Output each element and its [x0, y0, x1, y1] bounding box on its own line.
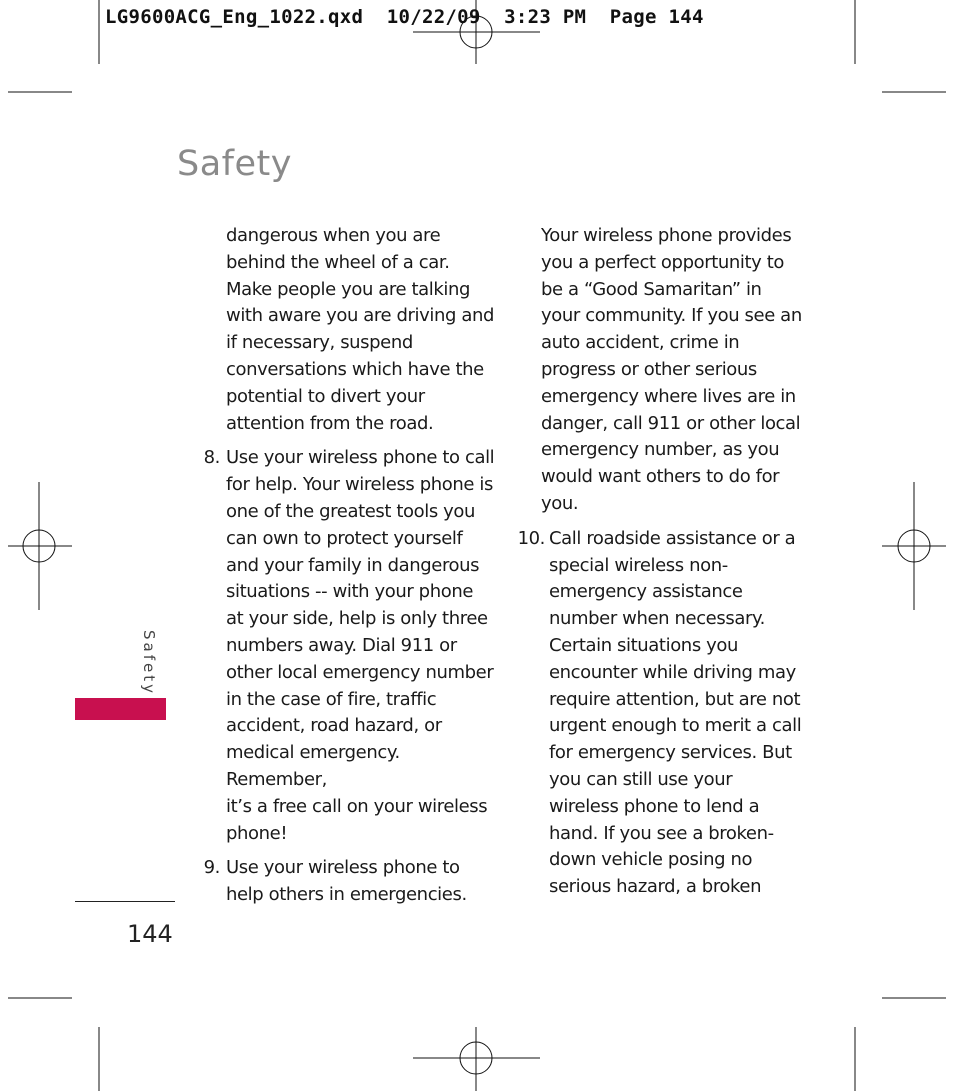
- text-line: for help. Your wireless phone is: [226, 474, 493, 496]
- text-line: emergency number, as you: [541, 439, 780, 461]
- text-line: Call roadside assistance or a: [549, 527, 796, 549]
- page-number: 144: [127, 920, 173, 948]
- text-line: medical emergency. Remember,: [226, 742, 400, 790]
- text-line: Use your wireless phone to: [226, 857, 460, 879]
- text-line: special wireless non-: [549, 554, 728, 576]
- list-item-8: [203, 445, 496, 847]
- text-line: Make people you are talking: [226, 278, 471, 300]
- text-line: emergency where lives are in: [541, 385, 796, 407]
- text-line: behind the wheel of a car.: [226, 251, 450, 273]
- text-line: at your side, help is only three: [226, 608, 488, 630]
- text-line: Your wireless phone provides: [541, 225, 792, 246]
- text-line: you.: [541, 492, 579, 514]
- left-continued-paragraph: [226, 223, 496, 437]
- side-tab-label: Safety: [140, 630, 158, 696]
- text-line: numbers away. Dial 911 or: [226, 634, 457, 656]
- text-line: it’s a free call on your wireless: [226, 795, 488, 817]
- text-line: attention from the road.: [226, 412, 434, 434]
- text-line: phone!: [226, 822, 288, 844]
- text-line: help others in emergencies.: [226, 884, 467, 906]
- text-line: with aware you are driving and: [226, 305, 495, 327]
- text-line: your community. If you see an: [541, 305, 802, 327]
- text-line: Use your wireless phone to call: [226, 447, 495, 469]
- right-continued-paragraph: [541, 223, 806, 518]
- text-line: conversations which have the: [226, 358, 484, 380]
- text-line: would want others to do for: [541, 466, 780, 488]
- text-line: encounter while driving may: [549, 661, 796, 683]
- list-number: 10.: [517, 527, 545, 549]
- list-item-9: [203, 855, 496, 909]
- text-line: hand. If you see a broken-: [549, 822, 774, 844]
- text-line: danger, call 911 or other local: [541, 412, 801, 434]
- text-line: you a perfect opportunity to: [541, 251, 784, 273]
- text-line: one of the greatest tools you: [226, 500, 476, 522]
- text-line: dangerous when you are: [226, 225, 441, 246]
- list-number: 8.: [203, 447, 220, 469]
- text-line: other local emergency number: [226, 661, 494, 683]
- text-line: progress or other serious: [541, 358, 757, 380]
- right-column: [517, 223, 806, 901]
- text-line: auto accident, crime in: [541, 332, 740, 354]
- text-line: you can still use your: [549, 768, 733, 790]
- text-line: Certain situations you: [549, 634, 738, 656]
- text-line: potential to divert your: [226, 385, 425, 407]
- text-line: accident, road hazard, or: [226, 715, 442, 737]
- text-line: down vehicle posing no: [549, 849, 753, 871]
- text-line: serious hazard, a broken: [549, 876, 762, 898]
- list-number: 9.: [203, 857, 220, 879]
- footer-rule: [75, 901, 175, 902]
- left-column: [203, 223, 496, 909]
- text-line: urgent enough to merit a call: [549, 715, 802, 737]
- side-tab-marker: [75, 698, 166, 720]
- page-title: Safety: [177, 144, 292, 184]
- text-line: number when necessary.: [549, 608, 765, 630]
- text-line: can own to protect yourself: [226, 527, 463, 549]
- print-slug-header: LG9600ACG_Eng_1022.qxd 10/22/09 3:23 PM Page 144: [105, 6, 704, 28]
- list-item-10: [517, 526, 806, 901]
- text-line: situations -- with your phone: [226, 581, 474, 603]
- text-line: emergency assistance: [549, 581, 743, 603]
- text-line: and your family in dangerous: [226, 554, 480, 576]
- text-line: in the case of fire, traffic: [226, 688, 437, 710]
- text-line: if necessary, suspend: [226, 332, 413, 354]
- text-line: wireless phone to lend a: [549, 795, 760, 817]
- text-line: require attention, but are not: [549, 688, 801, 710]
- text-line: be a “Good Samaritan” in: [541, 278, 762, 300]
- text-line: for emergency services. But: [549, 742, 792, 764]
